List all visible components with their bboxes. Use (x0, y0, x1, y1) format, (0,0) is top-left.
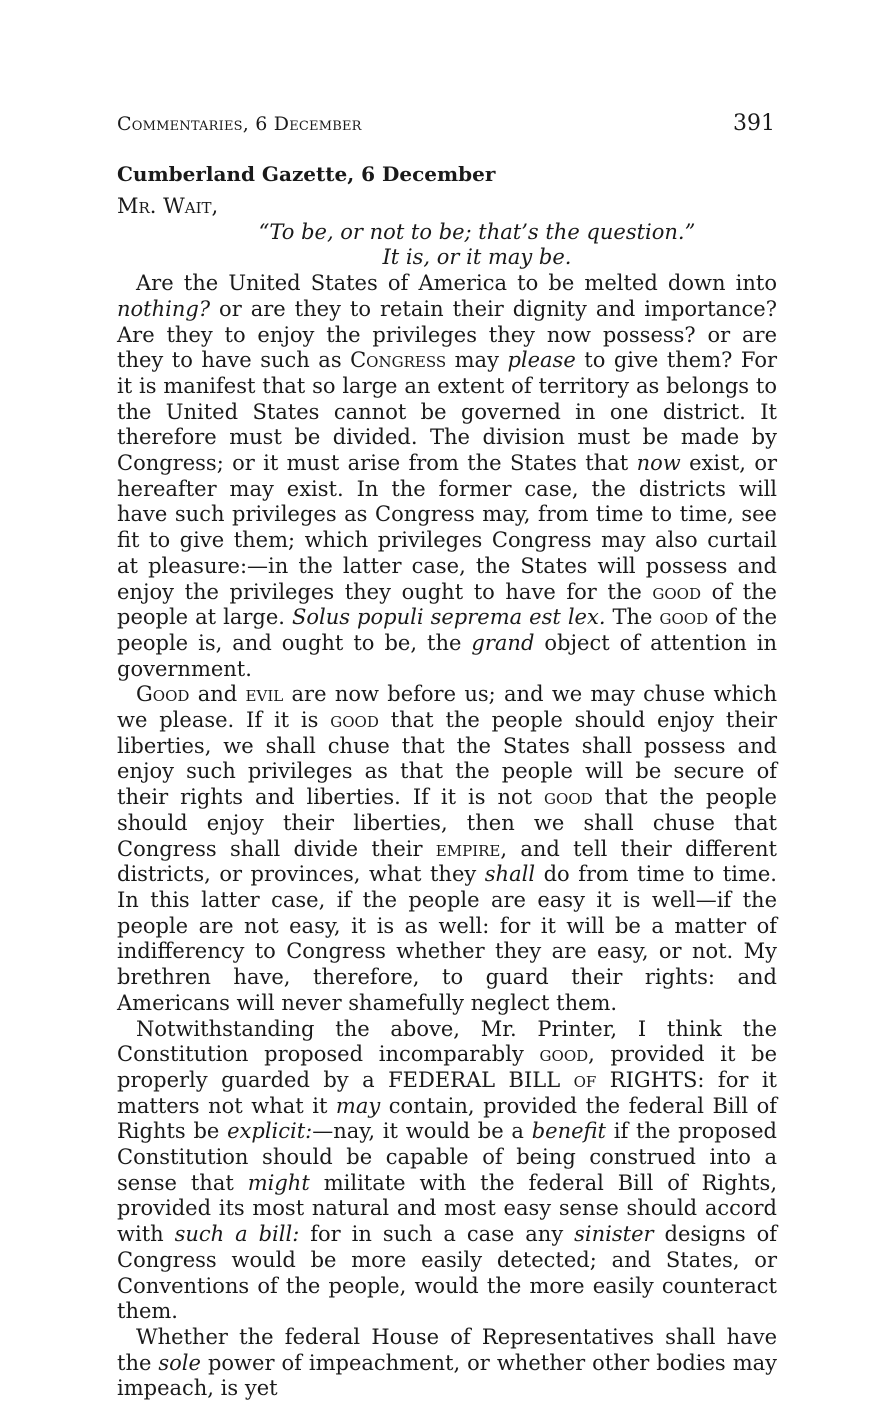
document-heading: Cumberland Gazette, 6 December (117, 162, 496, 186)
text-run: of the people at large. (117, 579, 777, 630)
small-caps-run: good (330, 708, 379, 733)
text-run: are now before us; and we may chuse which we please. If it is (117, 682, 777, 733)
italic-run: shall (484, 862, 536, 887)
small-caps-run: Congress (350, 348, 447, 373)
text-run: Notwithstanding the above, Mr. Printer, I think the Constitution proposed incomparably (117, 1016, 777, 1067)
text-block (117, 160, 777, 1402)
small-caps-run: good (652, 579, 701, 604)
text-run: exist, or hereafter may exist. In the former case, the districts will have such privileges as Congress may, from time to time, see fit to give them; which privileges Congress may also curtail at pleasure:—in the latter case, the States will possess and enjoy the privileges they ought to have for the (117, 451, 777, 604)
italic-run: Solus populi seprema est lex. (291, 605, 606, 630)
italic-run: please (507, 348, 576, 373)
small-caps-run: good (659, 605, 709, 630)
small-caps-run: empire (435, 836, 501, 861)
text-run: if the proposed Constitution should be capable of being construed into a sense that (117, 1119, 778, 1195)
text-run: or are they to retain their dignity and importance? Are they to enjoy the privileges they now possess? or are they to have such as (117, 296, 777, 373)
text-run: power of impeachment, or whether other bodies may impeach, is yet (117, 1350, 777, 1401)
italic-run: might (247, 1170, 310, 1195)
text-run: Whether the federal House of Representatives shall have the (117, 1324, 777, 1375)
text-run: Are the United States of America to be melted down into (136, 271, 777, 296)
italic-run: may (335, 1093, 381, 1118)
motto-quote: “To be, or not to be; that’s the question.” (258, 219, 696, 244)
text-run: do from time to time. In this latter case, if the people are easy it is well—if the people are not easy, it is as well: for it will be a matter of indifferency to Congress whether they are easy, or not. My brethren have, therefore, to guard their rights: and Americans will never shamefully neglect them. (117, 862, 777, 1015)
body-text (117, 271, 777, 1402)
page-number: 391 (733, 111, 775, 136)
text-run: militate with the federal Bill of Rights, provided its most natural and most easy sense should accord with (117, 1170, 777, 1247)
small-caps-run: evil (245, 682, 284, 707)
small-caps-run: good (544, 785, 593, 810)
text-run: may (446, 348, 508, 373)
text-run: and (189, 682, 246, 707)
text-run: object of attention in government. (117, 630, 777, 681)
paragraph (117, 1017, 777, 1325)
text-run: that the people should enjoy their liberties, we shall chuse that the States shall possess and enjoy such privileges as that the people will be secure of their rights and liberties. If it is not (117, 708, 777, 810)
text-run: contain, provided the federal Bill of Rights be (117, 1093, 777, 1144)
italic-run: sole (158, 1350, 201, 1375)
salutation: Mr. Wait, (117, 194, 219, 218)
text-run: that the people should enjoy their liberties, then we shall chuse that Congress shall divide their (117, 785, 777, 861)
italic-run: grand (471, 630, 535, 655)
paragraph (117, 682, 777, 1016)
small-caps-run: Good (136, 682, 190, 707)
italic-run: nothing? (117, 296, 211, 321)
italic-run: such a bill: (174, 1222, 300, 1247)
running-head (117, 110, 775, 138)
text-run: for in such a case any (299, 1222, 575, 1247)
text-run: —nay, it would be a (312, 1119, 532, 1144)
text-run: of the people is, and ought to be, the (117, 605, 778, 655)
text-run: to give them? For it is manifest that so large an extent of territory as belongs to the United States cannot be governed in one district. It therefore must be divided. The division must be made by Congress; or it must arise from the States that (117, 348, 778, 476)
running-title: Commentaries, 6 December (117, 113, 362, 135)
text-run: , provided it be properly guarded by a FEDERAL BILL (117, 1042, 777, 1092)
text-run: designs of Congress would be more easily detected; and States, or Conventions of the people, would the more easily counteract them. (117, 1222, 777, 1324)
text-run: RIGHTS: for it matters not what it (117, 1067, 777, 1118)
italic-run: explicit: (227, 1119, 313, 1144)
small-caps-run: of (573, 1067, 597, 1092)
text-run: , and tell their different districts, or provinces, what they (117, 836, 777, 887)
italic-run: benefit (531, 1119, 606, 1144)
text-run: The (605, 605, 660, 630)
motto-reply: It is, or it may be. (382, 245, 572, 270)
italic-run: now (636, 451, 681, 476)
italic-run: sinister (574, 1222, 654, 1247)
small-caps-run: good (539, 1042, 589, 1067)
paragraph (117, 271, 777, 682)
paragraph (117, 1325, 777, 1402)
